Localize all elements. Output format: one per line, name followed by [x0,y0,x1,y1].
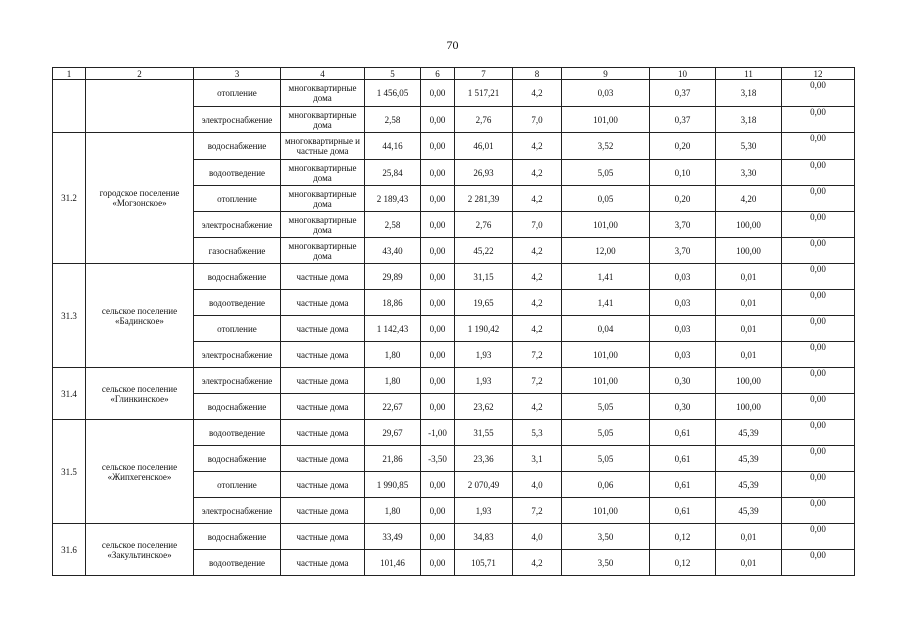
value-cell: 45,39 [716,498,782,524]
value-cell: 2,76 [455,212,513,238]
value-cell: 3,50 [562,524,650,550]
table-row [53,133,855,160]
row-number-cell: 31.3 [53,264,86,368]
value-cell: 12,00 [562,238,650,264]
column-header: 5 [365,68,421,80]
value-cell: 100,00 [716,394,782,420]
value-cell: 101,00 [562,342,650,368]
value-cell: 4,0 [513,472,562,498]
service-cell: электроснабжение [194,368,281,394]
value-cell: 45,39 [716,446,782,472]
value-cell: 4,2 [513,550,562,576]
value-cell: 0,00 [782,524,855,550]
value-cell: 5,30 [716,133,782,160]
value-cell: 101,00 [562,498,650,524]
service-cell: водоснабжение [194,264,281,290]
service-cell: водоснабжение [194,133,281,160]
housing-type-cell: многоквартирные дома [281,186,365,212]
settlement-name-cell: сельское поселение «Жипхегенское» [86,420,194,524]
row-number-cell: 31.5 [53,420,86,524]
housing-type-cell: частные дома [281,524,365,550]
value-cell: 0,03 [650,264,716,290]
value-cell: 0,00 [782,212,855,238]
service-cell: водоотведение [194,420,281,446]
value-cell: 3,1 [513,446,562,472]
housing-type-cell: частные дома [281,394,365,420]
value-cell: 1 990,85 [365,472,421,498]
value-cell: 21,86 [365,446,421,472]
housing-type-cell: частные дома [281,264,365,290]
table-row [53,264,855,290]
value-cell: 0,37 [650,107,716,133]
housing-type-cell: частные дома [281,290,365,316]
value-cell: 0,00 [421,264,455,290]
value-cell: 0,61 [650,472,716,498]
value-cell: 1 456,05 [365,80,421,107]
value-cell: 22,67 [365,394,421,420]
value-cell: 2,58 [365,212,421,238]
value-cell: 0,20 [650,133,716,160]
value-cell: 0,61 [650,420,716,446]
value-cell: 0,01 [716,342,782,368]
value-cell: 1,41 [562,264,650,290]
value-cell: 23,62 [455,394,513,420]
value-cell: 4,2 [513,160,562,186]
value-cell: 100,00 [716,238,782,264]
value-cell: 0,30 [650,394,716,420]
value-cell: 0,61 [650,498,716,524]
housing-type-cell: частные дома [281,342,365,368]
value-cell: 0,00 [421,212,455,238]
value-cell: 34,83 [455,524,513,550]
value-cell: 5,05 [562,420,650,446]
row-number-cell [53,80,86,133]
value-cell: 100,00 [716,368,782,394]
value-cell: 7,0 [513,107,562,133]
housing-type-cell: частные дома [281,368,365,394]
column-header: 7 [455,68,513,80]
value-cell: 0,00 [782,368,855,394]
value-cell: 0,03 [650,342,716,368]
housing-type-cell: частные дома [281,498,365,524]
value-cell: 3,18 [716,80,782,107]
value-cell: 1,93 [455,342,513,368]
value-cell: 3,50 [562,550,650,576]
value-cell: 0,00 [421,133,455,160]
value-cell: 3,30 [716,160,782,186]
value-cell: 0,00 [421,342,455,368]
value-cell: 101,00 [562,212,650,238]
value-cell: 0,12 [650,524,716,550]
value-cell: 0,10 [650,160,716,186]
service-cell: электроснабжение [194,498,281,524]
value-cell: 4,20 [716,186,782,212]
table-row [53,420,855,446]
value-cell: 0,01 [716,264,782,290]
value-cell: 33,49 [365,524,421,550]
service-cell: электроснабжение [194,212,281,238]
value-cell: 0,06 [562,472,650,498]
value-cell: 4,2 [513,264,562,290]
value-cell: 0,00 [782,186,855,212]
value-cell: 0,12 [650,550,716,576]
column-header: 10 [650,68,716,80]
value-cell: -1,00 [421,420,455,446]
service-cell: водоснабжение [194,446,281,472]
service-cell: водоснабжение [194,524,281,550]
value-cell: 0,00 [782,133,855,160]
value-cell: 0,00 [782,342,855,368]
settlement-name-cell [86,80,194,133]
value-cell: 1,80 [365,342,421,368]
housing-type-cell: многоквартирные дома [281,238,365,264]
settlement-name-cell: сельское поселение «Бадинское» [86,264,194,368]
column-header: 12 [782,68,855,80]
value-cell: 26,93 [455,160,513,186]
service-cell: водоотведение [194,160,281,186]
value-cell: 101,00 [562,368,650,394]
service-cell: отопление [194,80,281,107]
value-cell: 0,00 [421,368,455,394]
row-number-cell: 31.6 [53,524,86,576]
value-cell: 0,01 [716,524,782,550]
value-cell: 105,71 [455,550,513,576]
value-cell: 1,93 [455,498,513,524]
value-cell: 2 070,49 [455,472,513,498]
column-header: 2 [86,68,194,80]
housing-type-cell: многоквартирные дома [281,80,365,107]
value-cell: -3,50 [421,446,455,472]
housing-type-cell: частные дома [281,472,365,498]
value-cell: 0,00 [782,420,855,446]
value-cell: 0,04 [562,316,650,342]
column-header: 8 [513,68,562,80]
value-cell: 7,0 [513,212,562,238]
housing-type-cell: частные дома [281,446,365,472]
value-cell: 0,00 [782,394,855,420]
value-cell: 45,39 [716,472,782,498]
row-number-cell: 31.4 [53,368,86,420]
value-cell: 0,05 [562,186,650,212]
value-cell: 3,70 [650,238,716,264]
value-cell: 0,01 [716,550,782,576]
service-cell: отопление [194,316,281,342]
value-cell: 3,52 [562,133,650,160]
tariff-table [52,67,855,576]
value-cell: 5,05 [562,160,650,186]
value-cell: 7,2 [513,498,562,524]
value-cell: 0,01 [716,290,782,316]
value-cell: 7,2 [513,342,562,368]
value-cell: 0,00 [421,290,455,316]
value-cell: 0,37 [650,80,716,107]
value-cell: 0,00 [782,264,855,290]
value-cell: 1 142,43 [365,316,421,342]
value-cell: 31,55 [455,420,513,446]
value-cell: 3,70 [650,212,716,238]
value-cell: 4,0 [513,524,562,550]
settlement-name-cell: сельское поселение «Закультинское» [86,524,194,576]
value-cell: 0,00 [421,550,455,576]
value-cell: 4,2 [513,80,562,107]
value-cell: 2,76 [455,107,513,133]
settlement-name-cell: городское поселение «Могзонское» [86,133,194,264]
value-cell: 44,16 [365,133,421,160]
value-cell: 2 189,43 [365,186,421,212]
service-cell: газоснабжение [194,238,281,264]
value-cell: 45,39 [716,420,782,446]
housing-type-cell: многоквартирные дома [281,160,365,186]
value-cell: 4,2 [513,186,562,212]
housing-type-cell: частные дома [281,420,365,446]
service-cell: электроснабжение [194,107,281,133]
service-cell: водоотведение [194,290,281,316]
value-cell: 2,58 [365,107,421,133]
column-header: 1 [53,68,86,80]
value-cell: 4,2 [513,133,562,160]
service-cell: водоотведение [194,550,281,576]
value-cell: 101,00 [562,107,650,133]
table-row [53,524,855,550]
housing-type-cell: частные дома [281,316,365,342]
value-cell: 0,00 [782,160,855,186]
value-cell: 19,65 [455,290,513,316]
settlement-name-cell: сельское поселение «Глинкинское» [86,368,194,420]
value-cell: 100,00 [716,212,782,238]
table-header-row [53,68,855,80]
value-cell: 0,00 [782,107,855,133]
value-cell: 1 517,21 [455,80,513,107]
value-cell: 23,36 [455,446,513,472]
page-number: 70 [446,38,459,52]
housing-type-cell: многоквартирные дома [281,107,365,133]
column-header: 3 [194,68,281,80]
value-cell: 43,40 [365,238,421,264]
value-cell: 0,00 [421,472,455,498]
value-cell: 5,05 [562,446,650,472]
value-cell: 0,00 [782,290,855,316]
value-cell: 0,00 [782,550,855,576]
value-cell: 4,2 [513,394,562,420]
value-cell: 1,93 [455,368,513,394]
column-header: 6 [421,68,455,80]
value-cell: 1,41 [562,290,650,316]
value-cell: 0,00 [421,107,455,133]
value-cell: 4,2 [513,290,562,316]
value-cell: 31,15 [455,264,513,290]
value-cell: 18,86 [365,290,421,316]
value-cell: 0,00 [782,446,855,472]
value-cell: 7,2 [513,368,562,394]
value-cell: 4,2 [513,238,562,264]
service-cell: водоснабжение [194,394,281,420]
value-cell: 0,03 [650,316,716,342]
value-cell: 5,05 [562,394,650,420]
column-header: 11 [716,68,782,80]
value-cell: 4,2 [513,316,562,342]
value-cell: 29,67 [365,420,421,446]
value-cell: 0,00 [782,238,855,264]
value-cell: 101,46 [365,550,421,576]
value-cell: 46,01 [455,133,513,160]
service-cell: отопление [194,186,281,212]
value-cell: 0,00 [421,498,455,524]
table-row [53,80,855,107]
value-cell: 0,00 [421,316,455,342]
housing-type-cell: многоквартирные дома [281,212,365,238]
value-cell: 0,00 [782,316,855,342]
value-cell: 0,01 [716,316,782,342]
value-cell: 1 190,42 [455,316,513,342]
value-cell: 0,00 [421,160,455,186]
service-cell: отопление [194,472,281,498]
value-cell: 0,20 [650,186,716,212]
value-cell: 0,61 [650,446,716,472]
value-cell: 3,18 [716,107,782,133]
value-cell: 5,3 [513,420,562,446]
column-header: 4 [281,68,365,80]
value-cell: 0,03 [650,290,716,316]
value-cell: 2 281,39 [455,186,513,212]
value-cell: 0,00 [421,80,455,107]
value-cell: 0,00 [782,498,855,524]
column-header: 9 [562,68,650,80]
value-cell: 0,00 [782,472,855,498]
value-cell: 0,00 [421,394,455,420]
housing-type-cell: многоквартирные и частные дома [281,133,365,160]
value-cell: 0,00 [421,186,455,212]
value-cell: 1,80 [365,368,421,394]
value-cell: 0,00 [421,238,455,264]
value-cell: 29,89 [365,264,421,290]
value-cell: 25,84 [365,160,421,186]
table-body [53,68,855,576]
value-cell: 0,30 [650,368,716,394]
value-cell: 0,03 [562,80,650,107]
table-row [53,368,855,394]
value-cell: 1,80 [365,498,421,524]
row-number-cell: 31.2 [53,133,86,264]
value-cell: 0,00 [421,524,455,550]
service-cell: электроснабжение [194,342,281,368]
housing-type-cell: частные дома [281,550,365,576]
value-cell: 45,22 [455,238,513,264]
value-cell: 0,00 [782,80,855,107]
